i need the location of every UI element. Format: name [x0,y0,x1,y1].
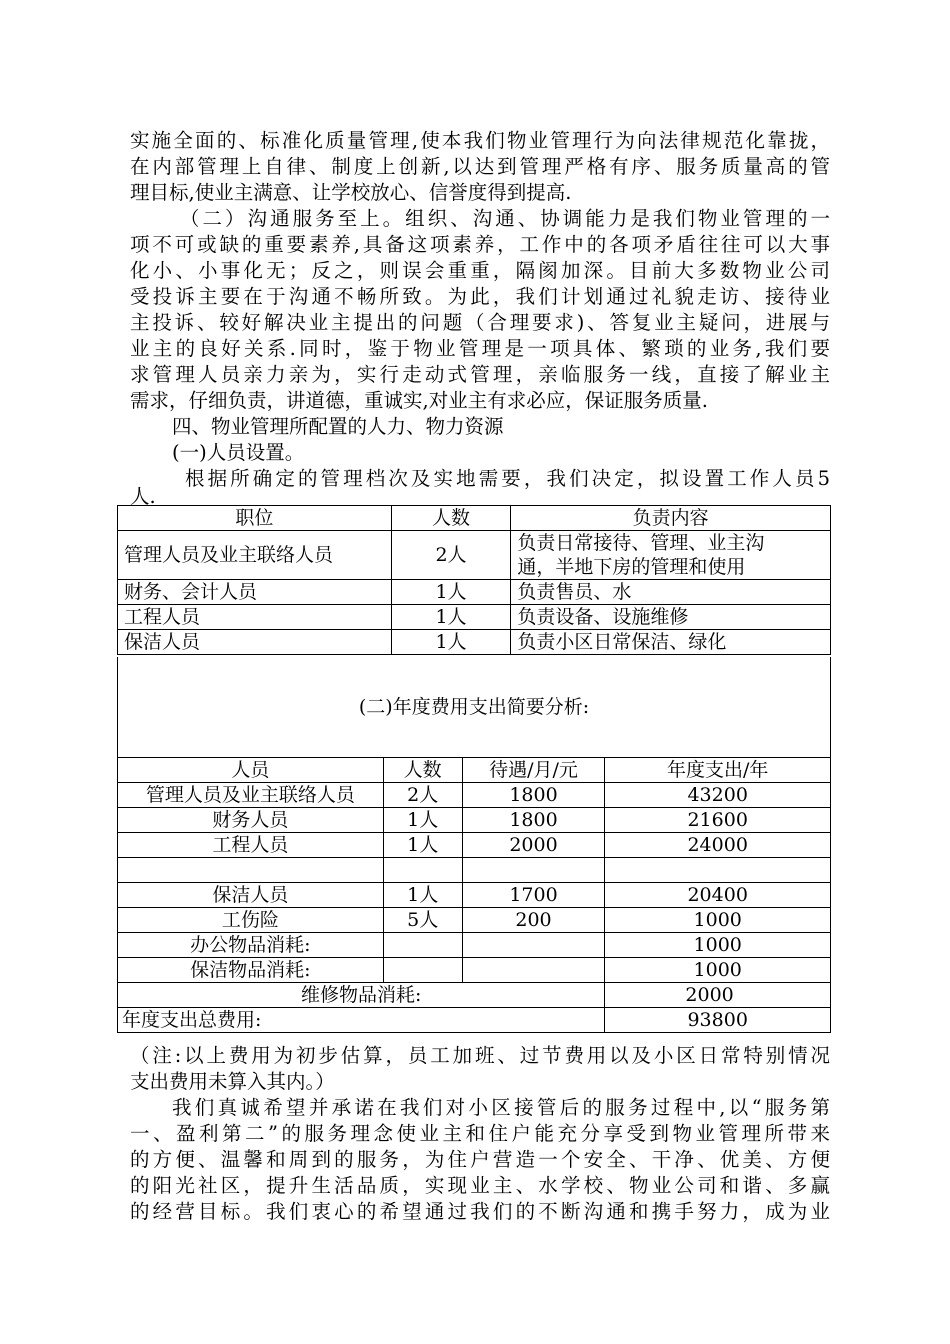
total-value-cell: 93800 [605,1008,831,1033]
header-cell: 职位 [118,506,392,531]
table-row [118,808,831,833]
person-cell: 财务人员 [118,808,384,833]
header-cell: 年度支出/年 [605,758,831,783]
header-cell: 负责内容 [511,506,831,531]
salary-cell [462,958,605,983]
table-row [118,908,831,933]
table-row [118,883,831,908]
duty-cell: 负责设备、设施维修 [511,605,831,630]
count-cell: 1人 [383,883,462,908]
table-row [118,605,831,630]
section-heading: 四、物业管理所配置的人力、物力资源 [172,415,504,438]
count-cell [383,858,462,883]
count-cell: 2人 [391,531,511,580]
paragraph-line: 实施全面的、标准化质量管理,使本我们物业管理行为向法律规范化靠拢， [130,129,830,152]
count-cell: 1人 [391,630,511,655]
annual-cell: 1000 [605,958,831,983]
paragraph-line: 化小、小事化无；反之，则误会重重，隔阂加深。目前大多数物业公司 [130,259,830,282]
paragraph-line: 根据所确定的管理档次及实地需要，我们决定，拟设置工作人员5 [185,467,830,490]
person-cell: 工伤险 [118,908,384,933]
table-row [118,580,831,605]
paragraph-line: 一、盈利第二”的服务理念使业主和住户能充分享受到物业管理所带来 [130,1122,830,1145]
section2-title: (二)年度费用支出简要分析: [117,657,831,757]
cost-table [117,757,831,1033]
paragraph-line: 主投诉、较好解决业主提出的问题（合理要求)、答复业主疑问，进展与 [130,311,830,334]
total-label-cell: 年度支出总费用: [118,1008,605,1033]
table-row-empty [118,858,831,883]
position-cell: 工程人员 [118,605,392,630]
duty-cell: 负责售员、水 [511,580,831,605]
salary-cell: 200 [462,908,605,933]
count-cell: 1人 [383,808,462,833]
table-row [118,783,831,808]
duty-line: 通，半地下房的管理和使用 [517,556,746,578]
paragraph-line: 理目标,使业主满意、让学校放心、信誉度得到提高. [130,181,572,204]
person-cell: 保洁物品消耗: [118,958,384,983]
salary-cell [462,933,605,958]
table-row [118,958,831,983]
paragraph-line: 的方便、温馨和周到的服务，为住户营造一个安全、干净、优美、方便 [130,1148,830,1171]
annual-cell: 43200 [605,783,831,808]
duty-cell: 负责小区日常保洁、绿化 [511,630,831,655]
header-cell: 待遇/月/元 [462,758,605,783]
table-row [118,983,831,1008]
paragraph-line: 人. [130,485,156,508]
duty-line: 负责日常接待、管理、业主沟 [517,532,765,554]
paragraph-line: （二）沟通服务至上。组织、沟通、协调能力是我们物业管理的一 [180,207,830,230]
header-cell: 人数 [391,506,511,531]
count-cell [383,933,462,958]
count-cell: 5人 [383,908,462,933]
salary-cell: 2000 [462,833,605,858]
position-cell: 财务、会计人员 [118,580,392,605]
paragraph-line: 受投诉主要在于沟通不畅所致。为此，我们计划通过礼貌走访、接待业 [130,285,830,308]
paragraph-line: 求管理人员亲力亲为，实行走动式管理，亲临服务一线，直接了解业主 [130,363,830,386]
table-total-row [118,1008,831,1033]
annual-cell: 21600 [605,808,831,833]
table-header-row [118,506,831,531]
annual-cell: 1000 [605,908,831,933]
table-row [118,630,831,655]
person-cell [118,858,384,883]
paragraph-line: 需求，仔细负责，讲道德，重诚实,对业主有求必应，保证服务质量. [130,389,708,412]
annual-cell [605,858,831,883]
person-cell: 管理人员及业主联络人员 [118,783,384,808]
staff-table [117,505,831,655]
salary-cell [462,858,605,883]
table-row [118,531,831,580]
header-cell: 人数 [383,758,462,783]
table-row [118,833,831,858]
paragraph-line: 我们真诚希望并承诺在我们对小区接管后的服务过程中,以“服务第 [172,1096,830,1119]
person-cell: 保洁人员 [118,883,384,908]
paragraph-line: 的经营目标。我们衷心的希望通过我们的不断沟通和携手努力，成为业 [130,1200,830,1223]
annual-cell: 24000 [605,833,831,858]
subsection-heading: (一)人员设置。 [172,441,305,464]
person-cell: 办公物品消耗: [118,933,384,958]
annual-cell: 20400 [605,883,831,908]
position-cell: 保洁人员 [118,630,392,655]
count-cell [383,958,462,983]
person-cell: 维修物品消耗: [118,983,605,1008]
salary-cell: 1700 [462,883,605,908]
header-cell: 人员 [118,758,384,783]
count-cell: 1人 [391,605,511,630]
annual-cell: 2000 [605,983,831,1008]
count-cell: 1人 [383,833,462,858]
paragraph-line: 的阳光社区，提升生活品质，实现业主、水学校、物业公司和谐、多赢 [130,1174,830,1197]
table-row [118,933,831,958]
paragraph-line: 项不可或缺的重要素养,具备这项素养，工作中的各项矛盾往往可以大事 [130,233,830,256]
paragraph-line: 在内部管理上自律、制度上创新,以达到管理严格有序、服务质量高的管 [130,155,830,178]
duty-cell [511,531,831,580]
table-header-row [118,758,831,783]
person-cell: 工程人员 [118,833,384,858]
count-cell: 2人 [383,783,462,808]
count-cell: 1人 [391,580,511,605]
position-cell: 管理人员及业主联络人员 [118,531,392,580]
note-line: 支出费用未算入其内。） [130,1070,335,1093]
salary-cell: 1800 [462,783,605,808]
salary-cell: 1800 [462,808,605,833]
note-line: （注:以上费用为初步估算，员工加班、过节费用以及小区日常特别情况 [130,1044,830,1067]
annual-cell: 1000 [605,933,831,958]
paragraph-line: 业主的良好关系.同时，鉴于物业管理是一项具体、繁琐的业务,我们要 [130,337,830,360]
